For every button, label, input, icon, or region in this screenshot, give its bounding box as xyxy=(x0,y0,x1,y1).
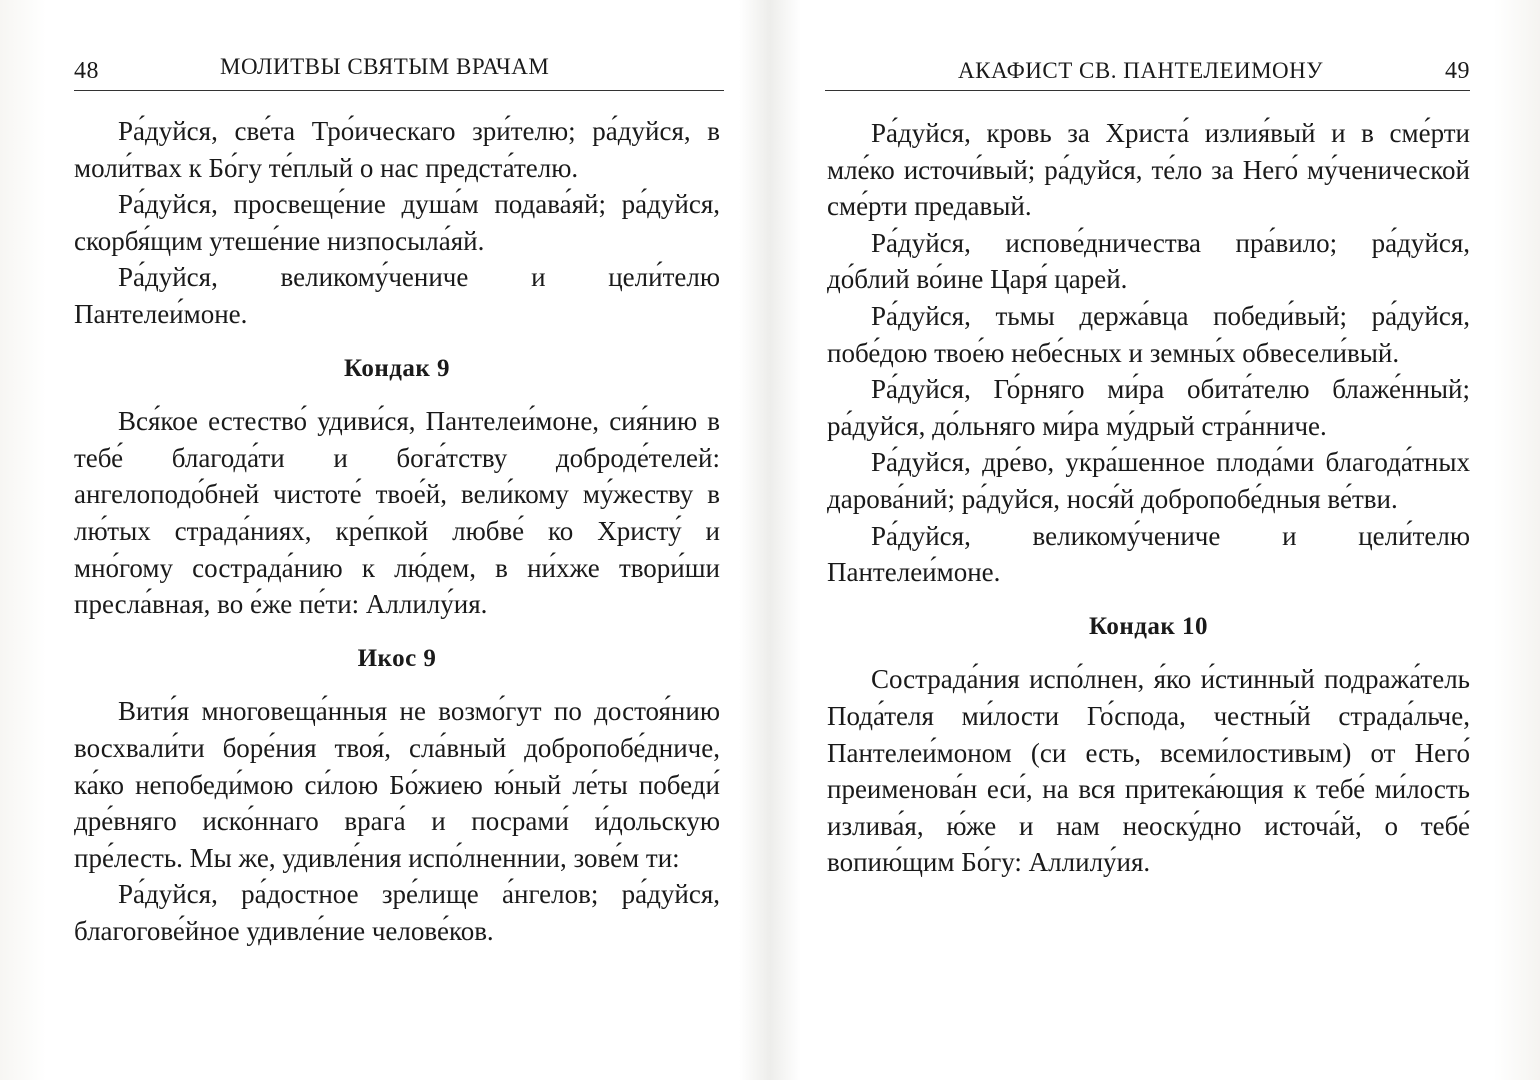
paragraph: Ра́дуйся, ра́достное зре́лище а́нгелов; ра́дуйся, благогове́йное удивле́ние челове́ков. xyxy=(74,879,720,946)
paragraph: Ра́дуйся, дре́во, укра́шенное плода́ми благода́тных дарова́ний; ра́дуйся, нося́й добропобе́дныя ве́тви. xyxy=(827,447,1470,514)
left-page-body xyxy=(74,113,720,949)
paragraph: Вся́кое естество́ удиви́ся, Пантелеи́моне, сия́нию в тебе́ благода́ти и бога́тству доброде́телей: ангелоподо́бней чистоте́ твое́й, вели́кому му́жеству в лю́тых страда́ниях, кре́пкой любве́ ко Христу́ и мно́гому сострада́нию к лю́дем, в ни́хже твори́ши пресла́вная, во е́же пе́ти: Аллилу́ия. xyxy=(74,406,720,620)
running-title-left: МОЛИТВЫ СВЯТЫМ ВРАЧАМ xyxy=(220,54,550,79)
paragraph: Ра́дуйся, просвеще́ние душа́м подава́яй; ра́дуйся, скорбя́щим утеше́ние низпосыла́яй. xyxy=(74,189,720,256)
paragraph: Вити́я многовеща́нныя не возмо́гут по достоя́нию восхвали́ти боре́ния твоя́, сла́вный добропобе́дниче, ка́ко непобеди́мою си́лою Бо́жиею ю́ный ле́ты победи́ дре́вняго иско́ннаго врага́ и посрами́ и́дольскую пре́лесть. Мы же, удивле́ния испо́лненнии, зове́м ти: xyxy=(74,696,720,873)
paragraph: Сострада́ния испо́лнен, я́ко и́стинный подража́тель Пода́теля ми́лости Го́спода, честны́й страда́льче, Пантелеи́моном (си есть, всеми́лостивым) от Него́ преименова́н еси́, на вся притека́ющия к тебе́ ми́лость излива́я, ю́же и нам неоску́дно источа́й, о тебе́ вопию́щим Бо́гу: Аллилу́ия. xyxy=(827,664,1470,878)
paragraph: Ра́дуйся, великому́чениче и цели́телю Пантелеи́моне. xyxy=(827,520,1470,588)
right-page xyxy=(770,0,1540,1080)
paragraph: Ра́дуйся, тьмы держа́вца победи́вый; ра́дуйся, побе́дою твое́ю небе́сных и земны́х обвесели́вый. xyxy=(827,300,1470,368)
paragraph: Ра́дуйся, кровь за Христа́ излия́вый и в сме́рти мле́ко источи́вый; ра́дуйся, те́ло за Него́ му́ченической сме́рти предавый. xyxy=(827,118,1470,222)
page-number-left: 48 xyxy=(74,58,99,84)
page-number-right: 49 xyxy=(1445,58,1470,84)
right-page-body xyxy=(827,115,1470,881)
paragraph: Ра́дуйся, све́та Тро́ическаго зри́телю; ра́дуйся, в моли́твах к Бо́гу те́плый о нас предста́телю. xyxy=(74,116,720,183)
running-title-right: АКАФИСТ СВ. ПАНТЕЛЕИМОНУ xyxy=(958,58,1324,83)
right-page-header xyxy=(825,50,1470,91)
paragraph: Ра́дуйся, великому́чениче и цели́телю Пантелеи́моне. xyxy=(74,262,720,329)
section-heading-kondak-10: Кондак 10 xyxy=(1088,612,1209,640)
left-page-header xyxy=(74,50,724,91)
section-heading-kondak-9: Кондак 9 xyxy=(343,354,451,382)
paragraph: Ра́дуйся, Го́рняго ми́ра обита́телю блаже́нный; ра́дуйся, до́льняго ми́ра му́дрый стра́нниче. xyxy=(827,374,1470,441)
paragraph: Ра́дуйся, испове́дничества пра́вило; ра́дуйся, до́блий во́ине Царя́ царей. xyxy=(827,227,1470,295)
section-heading-ikos-9: Икос 9 xyxy=(357,644,437,672)
